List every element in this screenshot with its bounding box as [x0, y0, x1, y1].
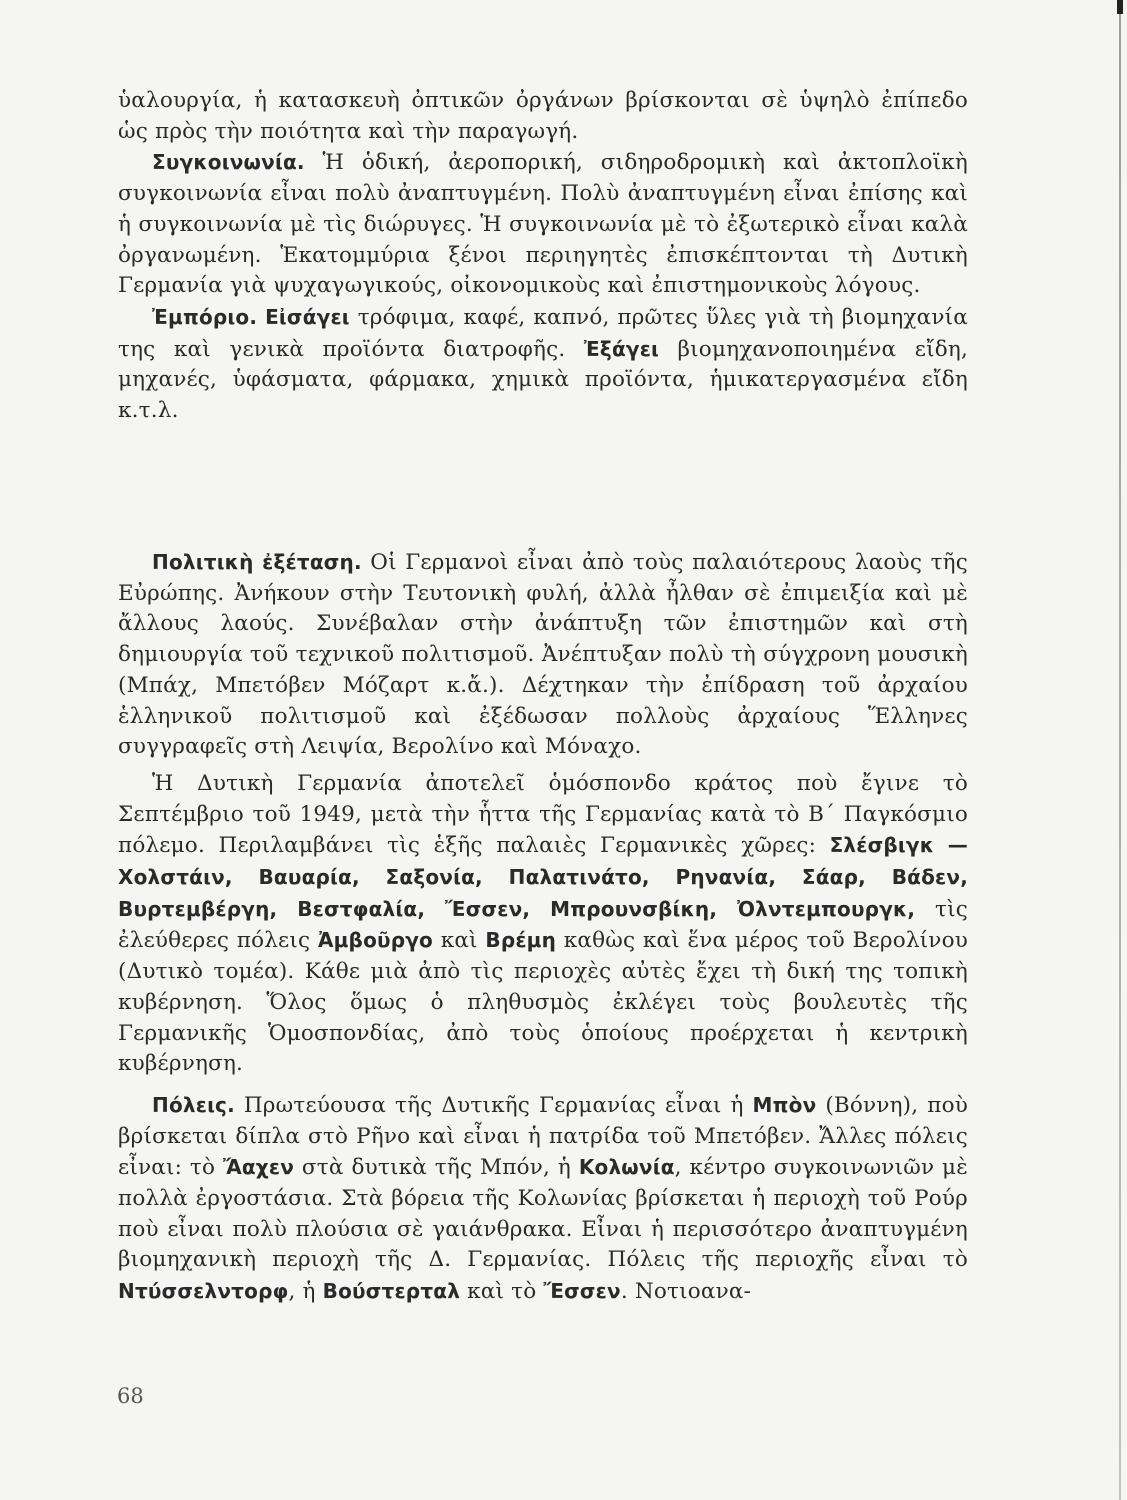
- paragraph-text: , ἡ: [288, 1279, 316, 1305]
- text-section-bottom: [118, 547, 968, 1308]
- paragraph-text: ὑαλουργία, ἡ κατασκευὴ ὀπτικῶν ὀργάνων βρίσκονται σὲ ὑψηλὸ ἐπίπεδο ὡς πρὸς τὴν ποιότητα καὶ τὴν παραγωγή.: [118, 88, 968, 144]
- term-bonn: Μπὸν: [752, 1092, 817, 1117]
- paragraph-trade: [118, 302, 968, 427]
- section-heading-transport: Συγκοινωνία.: [152, 150, 305, 175]
- term-hamburg: Ἀμβοῦργο: [317, 928, 433, 953]
- paragraph-text: στὰ δυτικὰ τῆς Μπόν, ἡ: [301, 1155, 571, 1181]
- paragraph-text: Πρωτεύουσα τῆς Δυτικῆς Γερμανίας εἶναι ἡ: [243, 1092, 744, 1118]
- paragraph-text: Οἱ Γερμανοὶ εἶναι ἀπὸ τοὺς παλαιότερους λαοὺς τῆς Εὐρώπης. Ἀνήκουν στὴν Τευτονικὴ φυλή, ἀλλὰ ἦλθαν σὲ ἐπιμειξία καὶ μὲ ἄλλους λαούς. Συνέβαλαν στὴν ἀνάπτυξη τῶν ἐπιστημῶν καὶ στὴ δημιουργία τοῦ τεχνικοῦ πολιτισμοῦ. Ἀνέπτυξαν πολὺ τὴ σύγχρονη μουσικὴ (Μπάχ, Μπετόβεν Μόζαρτ κ.ἄ.). Δέχτηκαν τὴν ἐπίδραση τοῦ ἀρχαίου ἑλληνικοῦ πολιτισμοῦ καὶ ἐξέδωσαν πολλοὺς ἀρχαίους Ἕλληνες συγγραφεῖς στὴ Λειψία, Βερολίνο καὶ Μόναχο.: [118, 550, 968, 760]
- paragraph-text: Ἡ ὁδική, ἀεροπορική, σιδηροδρομικὴ καὶ ἀκτοπλοϊκὴ συγκοινωνία εἶναι πολὺ ἀναπτυγμένη. Πολὺ ἀναπτυγμένη εἶναι ἐπίσης καὶ ἡ συγκοινωνία μὲ τὶς διώρυγες. Ἡ συγκοινωνία μὲ τὸ ἐξωτερικὸ εἶναι καλὰ ὀργανωμένη. Ἑκατομμύρια ξένοι περιηγητὲς ἐπισκέπτονται τὴ Δυτικὴ Γερμανία γιὰ ψυχαγωγικούς, οἰκονομικοὺς καὶ ἐπιστημονικοὺς λόγους.: [118, 150, 968, 299]
- section-heading-trade: Ἐμπόριο.: [152, 304, 258, 329]
- paragraph-text: βιομηχανοποιημένα εἴδη, μηχανές, ὑφάσματα, φάρμακα, χημικὰ προϊόντα, ἡμικατεργασμένα εἴδη κ.τ.λ.: [118, 336, 968, 424]
- section-heading-cities: Πόλεις.: [152, 1092, 235, 1117]
- paragraph-text: καθὼς καὶ ἕνα μέρος τοῦ Βερολίνου (Δυτικὸ τομέα). Κάθε μιὰ ἀπὸ τὶς περιοχὲς αὐτὲς ἔχει τὴ δική της τοπικὴ κυβέρνηση. Ὅλος ὅμως ὁ πληθυσμὸς ἐκλέγει τοὺς βουλευτὲς τῆς Γερμανικῆς Ὁμοσπονδίας, ἀπὸ τοὺς ὁποίους προέρχεται ἡ κεντρικὴ κυβέρνηση.: [118, 928, 968, 1077]
- section-heading-political: Πολιτικὴ ἐξέταση.: [152, 550, 362, 574]
- paragraph-text: . Νοτιοανα-: [620, 1279, 752, 1305]
- paragraph-cities: [118, 1090, 968, 1308]
- paragraph-political: [118, 547, 968, 763]
- paragraph-text: τὶς ἐλεύθερες πόλεις: [118, 896, 968, 954]
- term-bremen: Βρέμη: [485, 928, 557, 953]
- page-number: 68: [117, 1384, 144, 1408]
- paragraph-federation: [118, 769, 968, 1080]
- term-dusseldorf: Ντύσσελντορφ: [118, 1279, 289, 1304]
- term-exports: Ἐξάγει: [583, 336, 660, 361]
- term-wuppertal: Βούστερταλ: [322, 1279, 461, 1304]
- edge-mark: [1117, 0, 1123, 14]
- text-section-top: [118, 86, 968, 427]
- term-essen: Ἔσσεν: [543, 1279, 621, 1304]
- term-cologne: Κολωνία: [578, 1155, 675, 1180]
- paragraph-text: καὶ τὸ: [467, 1279, 537, 1305]
- paragraph-text: Ἡ Δυτικὴ Γερμανία ἀποτελεῖ ὁμόσπονδο κράτος ποὺ ἔγινε τὸ Σεπτέμβριο τοῦ 1949, μετὰ τὴν ἧττα τῆς Γερμανίας κατὰ τὸ Β΄ Παγκόσμιο πόλεμο. Περιλαμβάνει τὶς ἑξῆς παλαιὲς Γερμανικὲς χῶρες:: [118, 770, 968, 859]
- paragraph-text: , κέντρο συγκοινωνιῶν μὲ πολλὰ ἐργοστάσια. Στὰ βόρεια τῆς Κολωνίας βρίσκεται ἡ περιοχὴ τοῦ Ρούρ ποὺ εἶναι πολὺ πλούσια σὲ γαιάνθρακα. Εἶναι ἡ περισσότερο ἀναπτυγμένη βιομηχανικὴ περιοχὴ τῆς Δ. Γερμανίας. Πόλεις τῆς περιοχῆς εἶναι τὸ: [118, 1155, 968, 1273]
- paragraph-text: (Βόννη), ποὺ βρίσκεται δίπλα στὸ Ρῆνο καὶ εἶναι ἡ πατρίδα τοῦ Μπετόβεν. Ἄλλες πόλεις εἶναι: τὸ: [118, 1092, 968, 1181]
- paragraph-glassmaking: [118, 86, 968, 147]
- paragraph-transport: [118, 147, 968, 302]
- page-edge-shadow: [1119, 0, 1121, 1500]
- term-imports: Εἰσάγει: [265, 304, 350, 329]
- paragraph-text: τρόφιμα, καφέ, καπνό, πρῶτες ὕλες γιὰ τὴ βιομηχανία της καὶ γενικὰ προϊόντα διατροφῆς.: [118, 304, 969, 362]
- term-aachen: Ἄαχεν: [222, 1155, 295, 1180]
- paragraph-text: καὶ: [440, 928, 478, 954]
- term-states-list: Σλέσβιγκ — Χολστάιν, Βαυαρία, Σαξονία, Παλατινάτο, Ρηνανία, Σάαρ, Βάδεν, Βυρτεμβέργη, Βεστφαλία, Ἔσσεν, Μπρουνσβίκη, Ὀλντεμπουργκ,: [118, 833, 968, 921]
